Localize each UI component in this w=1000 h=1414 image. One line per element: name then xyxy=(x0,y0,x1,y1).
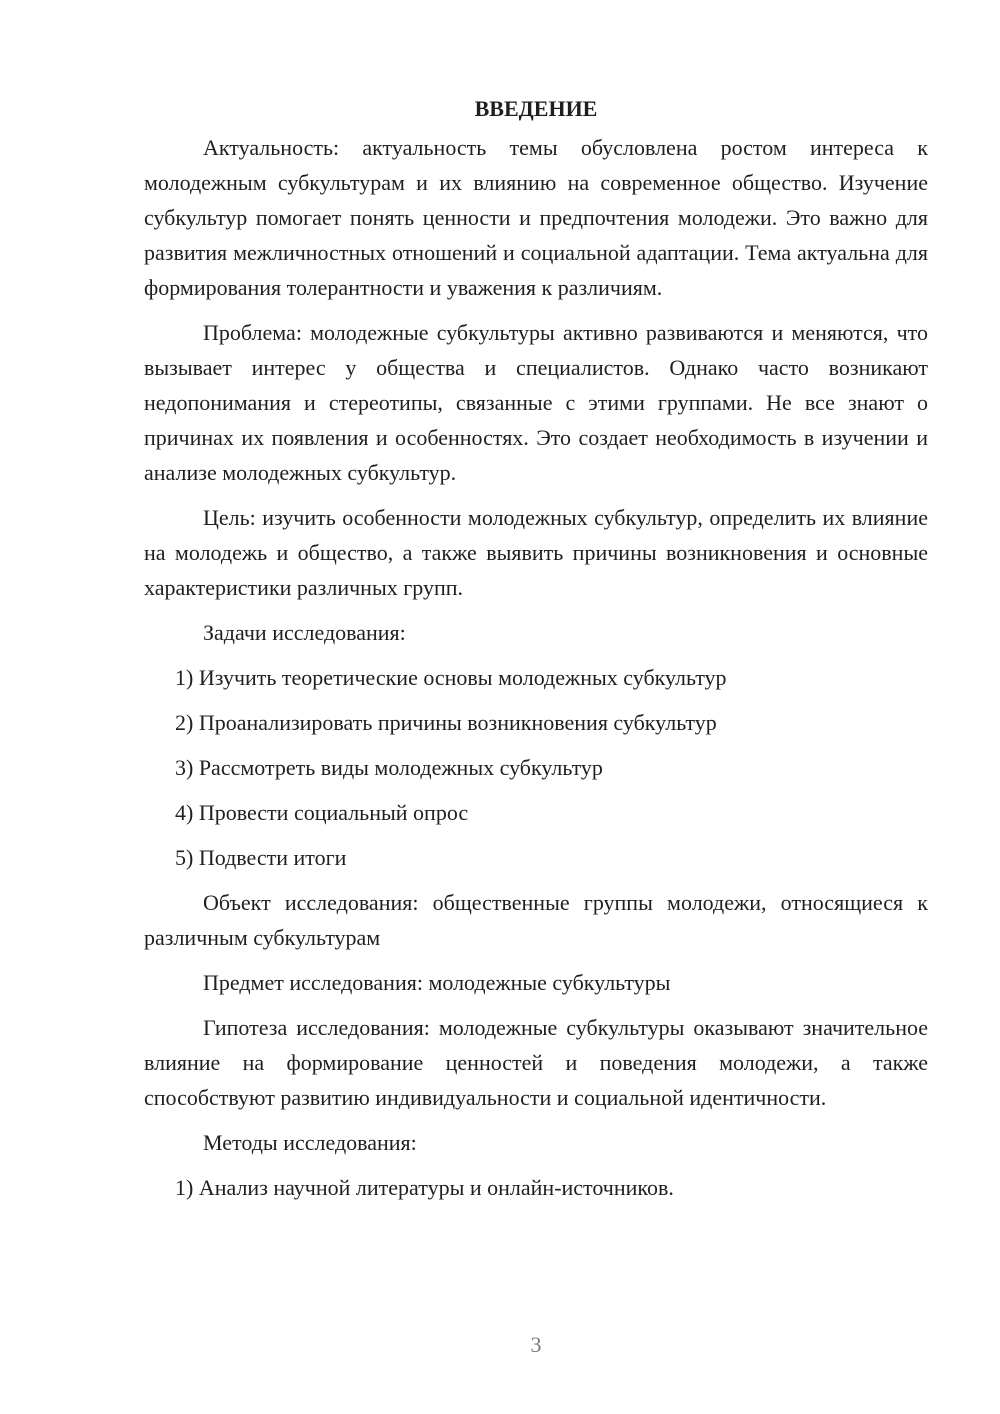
relevance-paragraph: Актуальность: актуальность темы обусловлена ростом интереса к молодежным субкультурам и их влиянию на современное общество. Изучение субкультур помогает понять ценности и предпочтения молодежи. Это важно для развития межличностных отношений и социальной адаптации. Тема актуальна для формирования толерантности и уважения к различиям. xyxy=(144,135,928,300)
methods-heading: Методы исследования: xyxy=(203,1130,417,1155)
list-item: 2) Проанализировать причины возникновения субкультур xyxy=(175,710,717,735)
document-page xyxy=(144,92,928,1215)
problem-paragraph: Проблема: молодежные субкультуры активно развиваются и меняются, что вызывает интерес у общества и специалистов. Однако часто возникают недопонимания и стереотипы, связанные с этими группами. Не все знают о причинах их появления и особенностях. Это создает необходимость в изучении и анализе молодежных субкультур. xyxy=(144,320,928,485)
object-paragraph: Объект исследования: общественные группы молодежи, относящиеся к различным субкультурам xyxy=(144,890,928,950)
subject-paragraph: Предмет исследования: молодежные субкультуры xyxy=(203,970,671,995)
list-item: 5) Подвести итоги xyxy=(175,845,347,870)
list-item: 1) Изучить теоретические основы молодежных субкультур xyxy=(175,665,727,690)
tasks-list xyxy=(144,660,928,875)
page-title: ВВЕДЕНИЕ xyxy=(474,96,598,121)
list-item: 3) Рассмотреть виды молодежных субкультур xyxy=(175,755,603,780)
tasks-heading: Задачи исследования: xyxy=(203,620,406,645)
list-item: 4) Провести социальный опрос xyxy=(175,800,469,825)
page-number: 3 xyxy=(530,1332,542,1357)
methods-list xyxy=(144,1170,928,1205)
goal-paragraph: Цель: изучить особенности молодежных субкультур, определить их влияние на молодежь и общество, а также выявить причины возникновения и основные характеристики различных групп. xyxy=(144,505,928,600)
list-item: 1) Анализ научной литературы и онлайн-источников. xyxy=(175,1175,674,1200)
hypothesis-paragraph: Гипотеза исследования: молодежные субкультуры оказывают значительное влияние на формирование ценностей и поведения молодежи, а также способствуют развитию индивидуальности и социальной идентичности. xyxy=(144,1015,928,1110)
